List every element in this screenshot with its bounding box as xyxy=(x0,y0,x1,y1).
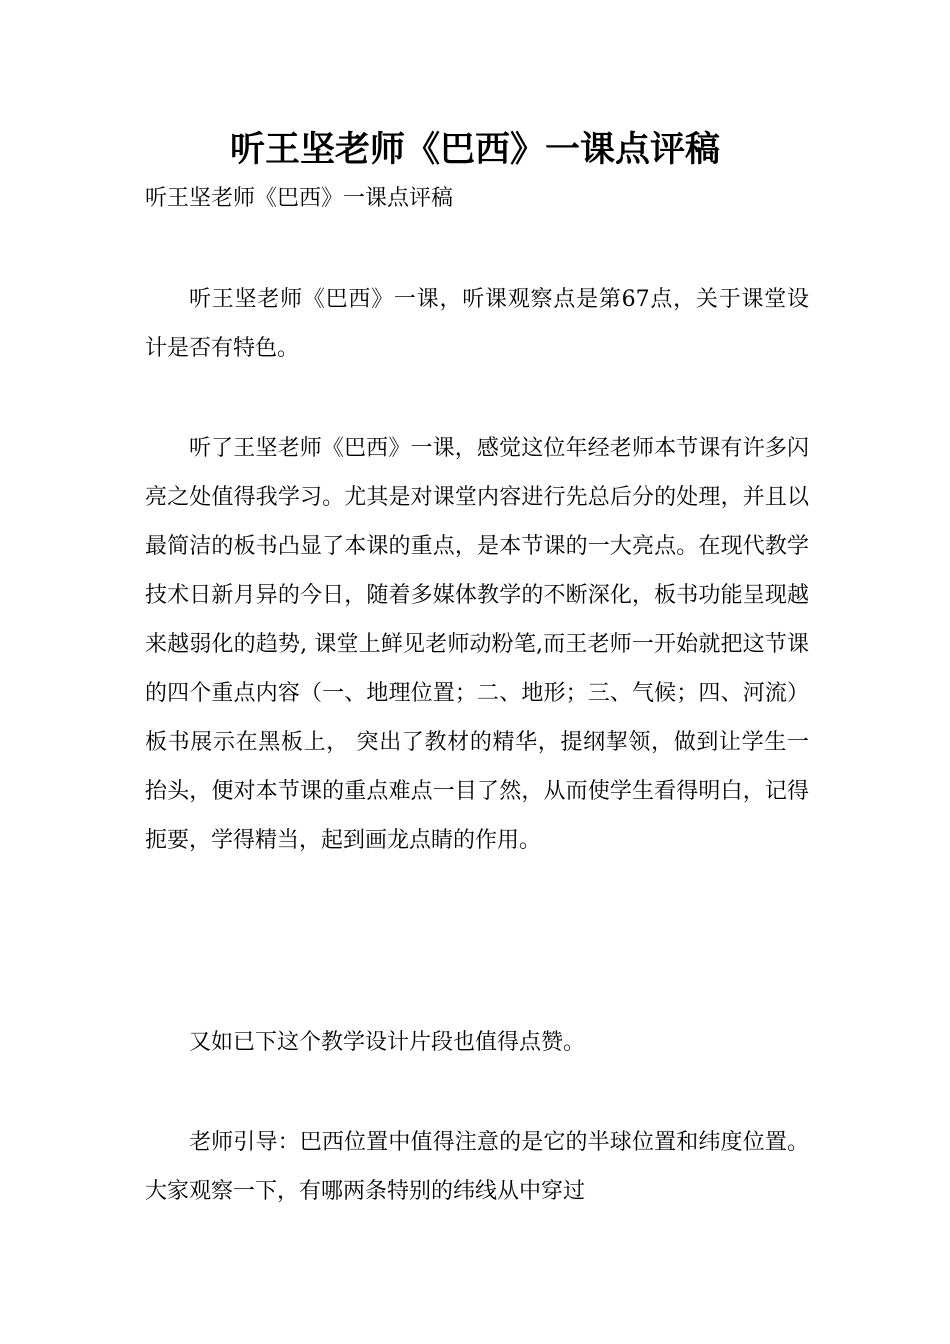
paragraph-observation-point: 听王坚老师《巴西》一课，听课观察点是第67点，关于课堂设计是否有特色。 xyxy=(145,287,809,361)
paragraph-design-example-intro: 又如已下这个教学设计片段也值得点赞。 xyxy=(189,1030,586,1055)
document-title: 听王坚老师《巴西》一课点评稿 xyxy=(229,130,720,170)
document-subtitle: 听王坚老师《巴西》一课点评稿 xyxy=(145,186,454,211)
paragraph-blackboard-highlight: 听了王坚老师《巴西》一课，感觉这位年经老师本节课有许多闪亮之处值得我学习。尤其是对课堂内容进行先总后分的处理，并且以最简洁的板书凸显了本课的重点，是本节课的一大亮点。在现代教学技术日新月异的今日，随着多媒体教学的不断深化，板书功能呈现越来越弱化的趋势, 课堂上鲜见老师动粉笔,而王老师一开始就把这节课的四个重点内容（一、地理位置；二、地形；三、气候；四、河流）板书展示在黑板上， 突出了教材的精华，提纲挈领，做到让学生一抬头，便对本节课的重点难点一目了然，从而使学生看得明白，记得扼要，学得精当，起到画龙点睛的作用。 xyxy=(145,436,809,853)
paragraph-teacher-guidance: 老师引导：巴西位置中值得注意的是它的半球位置和纬度位置。大家观察一下，有哪两条特别的纬线从中穿过 xyxy=(145,1130,809,1204)
